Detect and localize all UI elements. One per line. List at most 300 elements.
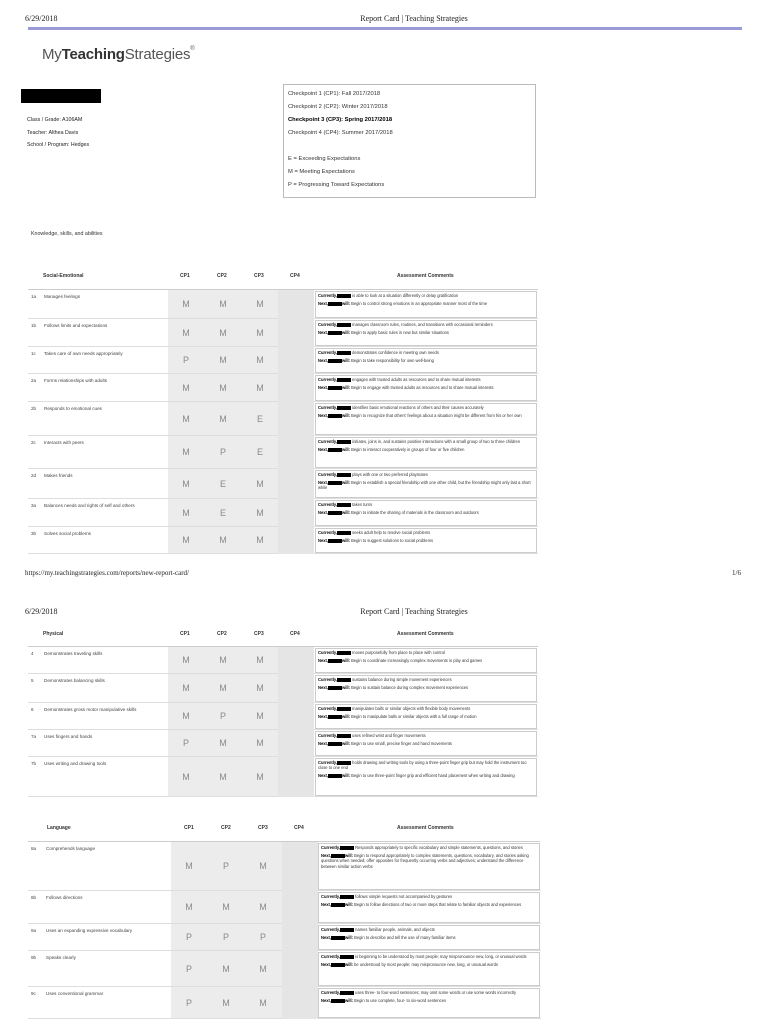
redacted-name [340, 895, 354, 899]
assessment-comment [315, 320, 537, 346]
redacted-name [340, 846, 354, 850]
class-grade: Class / Grade: A106AM [27, 117, 83, 123]
table-row [28, 730, 538, 757]
school-program: School / Program: Hedges [27, 142, 90, 148]
col-cp1: CP1 [184, 825, 194, 831]
next-comment [318, 773, 534, 778]
rating-cp1: M [182, 535, 190, 545]
language-table [28, 841, 540, 1008]
skill-name: Uses an expanding expressive vocabulary [46, 928, 133, 933]
next-label: Next, [318, 510, 329, 516]
assessment-comment [315, 403, 537, 435]
next-label: Next, [321, 935, 332, 941]
domain-title: Physical [43, 631, 64, 637]
skill-name: Follows directions [46, 895, 83, 900]
table-row [28, 347, 538, 374]
social-emotional-table [28, 289, 538, 545]
rating-cp4 [278, 730, 314, 757]
redacted-name [328, 481, 342, 485]
rating-cp3: M [256, 683, 264, 693]
col-cp4: CP4 [290, 273, 300, 279]
will-label: will: [342, 685, 350, 691]
currently-label: Currently, [318, 706, 338, 711]
rating-cp2: M [219, 328, 227, 338]
currently-text: engages with trusted adults as resources and to share mutual interests [352, 377, 481, 382]
assessment-comment [318, 892, 540, 923]
domain-title: Social-Emotional [43, 273, 84, 279]
rating-cp3: M [259, 902, 267, 912]
col-cp3: CP3 [258, 825, 268, 831]
next-label: Next, [318, 741, 329, 747]
rating-cp2: M [219, 355, 227, 365]
currently-label: Currently, [318, 650, 338, 655]
rating-cp1: M [185, 902, 193, 912]
currently-label: Currently, [321, 894, 341, 899]
next-label: Next, [318, 358, 329, 364]
will-label: will: [345, 902, 353, 908]
rating-cp1: M [182, 447, 190, 457]
next-label: Next, [318, 330, 329, 336]
rating-cp4 [278, 402, 314, 436]
rating-cp4 [278, 347, 314, 374]
currently-comment [318, 293, 534, 298]
rating-cp2: M [219, 772, 227, 782]
col-cp2: CP2 [221, 825, 231, 831]
table-row [28, 891, 541, 924]
currently-comment [318, 706, 534, 711]
will-label: will: [342, 773, 350, 779]
skill-name: Forms relationships with adults [44, 378, 108, 383]
rating-cp3: M [256, 535, 264, 545]
currently-text: initiates, joins in, and sustains positive interactions with a small group of two to three children [352, 439, 521, 444]
table-row [28, 290, 538, 319]
checkpoint-3: Checkpoint 3 (CP3): Spring 2017/2018 [288, 117, 393, 123]
will-label: will: [342, 447, 350, 453]
will-label: will: [342, 538, 350, 544]
rating-cp1: P [185, 998, 192, 1008]
next-text: Begin to sustain balance during complex movement experiences [351, 685, 469, 691]
next-text: Begin to use small, precise finger and hand movements [351, 741, 452, 747]
col-comments: Assessment Comments [397, 273, 454, 279]
currently-comment [321, 954, 537, 959]
currently-label: Currently, [318, 377, 338, 382]
will-label: will: [342, 480, 350, 486]
currently-text: sustains balance during simple movement experiences [352, 677, 452, 682]
redacted-name [328, 659, 342, 663]
currently-label: Currently, [318, 350, 338, 355]
currently-label: Currently, [318, 733, 338, 738]
checkpoint-4: Checkpoint 4 (CP4): Summer 2017/2018 [288, 130, 393, 136]
skill-name: Manages feelings [44, 294, 81, 299]
col-cp4: CP4 [290, 631, 300, 637]
teacher-name: Teacher: Althea Davis [27, 129, 79, 136]
next-comment [318, 413, 534, 418]
rating-cp1: P [182, 738, 189, 748]
skill-code: 1b [31, 323, 37, 328]
will-label: will: [342, 658, 350, 664]
rating-cp4 [278, 469, 314, 499]
currently-comment [318, 377, 534, 382]
rating-cp2: M [222, 998, 230, 1008]
next-text: be understood by most people; may mispronounce new, long, or unusual words [354, 962, 498, 968]
legend-exceeding: E = Exceeding Expectations [288, 156, 361, 162]
currently-text: is beginning to be understood by most people; may mispronounce new, long, or unusual words [355, 954, 527, 959]
assessment-comment [315, 500, 537, 526]
currently-comment [321, 845, 537, 850]
next-comment [321, 902, 537, 907]
currently-text: manages classroom rules, routines, and transitions with occasional reminders [352, 322, 493, 327]
currently-text: plays with one or two preferred playmates [352, 472, 428, 477]
next-comment [318, 301, 534, 306]
redacted-name [328, 386, 342, 390]
will-label: will: [345, 962, 353, 968]
print-title: Report Card | Teaching Strategies [360, 14, 468, 23]
assessment-comment [318, 925, 540, 950]
rating-cp1: P [185, 964, 192, 974]
skill-code: 6 [31, 707, 34, 712]
will-label: will: [342, 741, 350, 747]
next-label: Next, [321, 998, 332, 1004]
redacted-name [328, 686, 342, 690]
currently-comment [318, 502, 534, 507]
rating-cp1: M [182, 683, 190, 693]
assessment-comment [318, 843, 540, 890]
next-label: Next, [318, 413, 329, 419]
col-cp2: CP2 [217, 273, 227, 279]
col-comments: Assessment Comments [397, 631, 454, 637]
redacted-name [328, 715, 342, 719]
redacted-name [328, 359, 342, 363]
next-comment [318, 385, 534, 390]
redacted-name [340, 955, 354, 959]
currently-comment [321, 927, 537, 932]
currently-label: Currently, [318, 405, 338, 410]
skill-name: Balances needs and rights of self and others [44, 503, 135, 508]
redacted-name [328, 742, 342, 746]
domain-title: Language [47, 825, 71, 831]
table-row [28, 374, 538, 402]
next-text: Begin to manipulate balls or similar objects with a full range of motion [351, 714, 477, 720]
footer-url: https://my.teachingstrategies.com/reports/new-report-card/ [25, 569, 189, 577]
currently-text: moves purposefully from place to place with control [352, 650, 446, 655]
next-label: Next, [318, 447, 329, 453]
table-row [28, 436, 538, 469]
skill-code: 8b [31, 895, 37, 900]
currently-label: Currently, [318, 677, 338, 682]
redacted-name [328, 414, 342, 418]
assessment-comment [315, 437, 537, 468]
next-text: Begin to respond appropriately to complex statements, questions, vocabulary, and stories asking questions when needed; offer opposites for frequently occurring verbs and adjectives; understand the difference between similar action verbs [321, 853, 529, 869]
rating-cp3: E [256, 414, 263, 424]
currently-comment [318, 733, 534, 738]
rating-cp1: M [182, 299, 190, 309]
skill-name: Comprehends language [46, 846, 96, 851]
rating-cp2: M [219, 655, 227, 665]
assessment-comment [315, 675, 537, 702]
skill-code: 2d [31, 473, 37, 478]
assessment-comment [315, 291, 537, 318]
skill-code: 5 [31, 678, 34, 683]
next-label: Next, [318, 714, 329, 720]
assessment-comment [315, 648, 537, 673]
rating-cp3: M [256, 479, 264, 489]
next-comment [321, 998, 537, 1003]
rating-cp3: M [259, 964, 267, 974]
currently-label: Currently, [318, 322, 338, 327]
currently-text: holds drawing and writing tools by using a three-point finger grip but may hold the instrument too close to one end [318, 760, 527, 771]
currently-comment [318, 650, 534, 655]
footer-page: 1/6 [732, 569, 741, 577]
redacted-name [337, 651, 351, 655]
assessment-comment [315, 470, 537, 498]
next-comment [318, 480, 534, 490]
redacted-name [337, 531, 351, 535]
assessment-comment [315, 758, 537, 796]
skill-name: Interacts with peers [44, 440, 84, 445]
skill-code: 9c [31, 991, 36, 996]
currently-label: Currently, [318, 760, 338, 765]
next-text: Begin to recognize that others' feelings about a situation might be different from his or her own [351, 413, 522, 419]
skill-code: 7a [31, 734, 37, 739]
redacted-name [337, 678, 351, 682]
redacted-child-name [21, 89, 101, 103]
skill-code: 7b [31, 761, 37, 766]
assessment-comment [315, 528, 537, 553]
rating-cp1: P [182, 355, 189, 365]
legend-progressing: P = Progressing Toward Expectations [288, 182, 385, 188]
rating-cp3: M [256, 328, 264, 338]
rating-cp1: M [185, 861, 193, 871]
skill-code: 4 [31, 651, 34, 656]
header-rule [28, 27, 742, 30]
currently-text: uses three- to four-word sentences; may omit some words or use some words incorrectly [355, 990, 517, 995]
rating-cp4 [282, 891, 318, 924]
next-label: Next, [318, 538, 329, 544]
currently-label: Currently, [321, 954, 341, 959]
redacted-name [331, 963, 345, 967]
redacted-name [337, 378, 351, 382]
assessment-comment [315, 375, 537, 401]
rating-cp2: M [219, 414, 227, 424]
rating-cp2: P [219, 711, 226, 721]
redacted-name [337, 440, 351, 444]
rating-cp3: M [259, 998, 267, 1008]
will-label: will: [342, 413, 350, 419]
will-label: will: [342, 510, 350, 516]
skill-name: Follows limits and expectations [44, 323, 108, 328]
rating-cp1: M [182, 328, 190, 338]
rating-cp2: P [222, 932, 229, 942]
assessment-comment [318, 952, 540, 986]
col-cp2: CP2 [217, 631, 227, 637]
next-text: Begin to initiate the sharing of materials in the classroom and outdoors [351, 510, 479, 516]
will-label: will: [342, 301, 350, 307]
table-row [28, 674, 538, 703]
skill-name: Demonstrates balancing skills [44, 678, 105, 683]
rating-cp1: M [182, 383, 190, 393]
redacted-name [331, 936, 345, 940]
rating-cp4 [278, 703, 314, 730]
skill-name: Speaks clearly [46, 955, 76, 960]
rating-cp2: E [219, 508, 226, 518]
skill-name: Demonstrates traveling skills [44, 651, 103, 656]
table-row [28, 987, 541, 1019]
table-row [28, 402, 538, 436]
col-cp4: CP4 [294, 825, 304, 831]
col-cp3: CP3 [254, 631, 264, 637]
next-text: Begin to describe and tell the use of many familiar items [354, 935, 456, 941]
table-row [28, 757, 538, 797]
redacted-name [337, 707, 351, 711]
will-label: will: [342, 714, 350, 720]
next-comment [318, 685, 534, 690]
teaching-strategies-logo: MyTeachingStrategies® [42, 46, 195, 63]
currently-label: Currently, [321, 927, 341, 932]
table-row [28, 319, 538, 347]
rating-cp2: E [219, 479, 226, 489]
skill-code: 8a [31, 846, 37, 851]
rating-cp2: M [222, 964, 230, 974]
rating-cp1: M [182, 655, 190, 665]
redacted-name [337, 294, 351, 298]
next-comment [318, 658, 534, 663]
rating-cp2: P [222, 861, 229, 871]
next-comment [321, 935, 537, 940]
rating-cp4 [278, 757, 314, 797]
next-text: Begin to engage with trusted adults as resources and to share mutual interests [351, 385, 494, 391]
col-cp1: CP1 [180, 631, 190, 637]
next-text: Begin to coordinate increasingly complex movements in play and games [351, 658, 483, 664]
currently-comment [318, 439, 534, 444]
table-row [28, 499, 538, 527]
skill-code: 9b [31, 955, 37, 960]
skill-name: Takes care of own needs appropriately [44, 351, 123, 356]
skill-code: 9a [31, 928, 37, 933]
next-label: Next, [321, 853, 332, 859]
legend-meeting: M = Meeting Expectations [288, 169, 355, 175]
rating-cp1: M [182, 508, 190, 518]
redacted-name [328, 774, 342, 778]
currently-comment [318, 530, 534, 535]
skill-code: 3b [31, 531, 37, 536]
assessment-comment [315, 731, 537, 756]
table-row [28, 842, 541, 891]
redacted-name [331, 999, 345, 1003]
rating-cp1: M [182, 414, 190, 424]
next-text: Begin to apply basic rules in new but similar situations [351, 330, 449, 336]
table-row [28, 527, 538, 554]
redacted-name [328, 331, 342, 335]
currently-label: Currently, [318, 439, 338, 444]
print-title-2: Report Card | Teaching Strategies [360, 607, 468, 616]
rating-cp3: M [256, 508, 264, 518]
currently-label: Currently, [321, 990, 341, 995]
rating-cp2: M [222, 902, 230, 912]
rating-cp3: M [256, 772, 264, 782]
currently-text: seeks adult help to resolve social problems [352, 530, 431, 535]
rating-cp1: M [182, 711, 190, 721]
physical-table [28, 646, 538, 782]
next-label: Next, [321, 902, 332, 908]
skill-code: 2c [31, 440, 36, 445]
next-comment [318, 741, 534, 746]
currently-label: Currently, [318, 293, 338, 298]
will-label: will: [345, 853, 353, 859]
table-row [28, 924, 541, 951]
skill-name: Responds to emotional cues [44, 406, 102, 411]
currently-label: Currently, [321, 845, 341, 850]
next-text: Begin to follow directions of two or more steps that relate to familiar objects and experiences [354, 902, 522, 908]
rating-cp4 [278, 319, 314, 347]
table-row [28, 703, 538, 730]
next-label: Next, [318, 301, 329, 307]
will-label: will: [342, 385, 350, 391]
table-row [28, 647, 538, 674]
next-text: Begin to interact cooperatively in groups of four or five children [351, 447, 465, 453]
next-comment [318, 510, 534, 515]
next-comment [318, 358, 534, 363]
rating-cp4 [282, 924, 318, 951]
rating-cp3: M [256, 383, 264, 393]
skill-name: Uses fingers and hands [44, 734, 93, 739]
rating-cp3: M [256, 738, 264, 748]
checkpoint-legend [283, 84, 536, 198]
rating-cp3: M [259, 861, 267, 871]
rating-cp3: M [256, 711, 264, 721]
next-comment [318, 538, 534, 543]
skill-code: 1a [31, 294, 37, 299]
currently-text: identifies basic emotional reactions of others and their causes accurately [352, 405, 484, 410]
next-label: Next, [318, 773, 329, 779]
skill-name: Makes friends [44, 473, 73, 478]
currently-comment [318, 677, 534, 682]
print-date: 6/29/2018 [25, 14, 58, 23]
table-row [28, 951, 541, 987]
currently-label: Currently, [318, 472, 338, 477]
skill-code: 1c [31, 351, 36, 356]
checkpoint-1: Checkpoint 1 (CP1): Fall 2017/2018 [288, 91, 381, 97]
redacted-name [337, 406, 351, 410]
knowledge-heading: Knowledge, skills, and abilities [31, 231, 103, 237]
currently-comment [318, 350, 534, 355]
redacted-name [337, 734, 351, 738]
skill-code: 2b [31, 406, 37, 411]
next-comment [318, 714, 534, 719]
redacted-name [328, 302, 342, 306]
currently-comment [318, 322, 534, 327]
skill-code: 2a [31, 378, 37, 383]
rating-cp3: M [256, 299, 264, 309]
rating-cp4 [278, 674, 314, 703]
currently-text: follows simple requests not accompanied by gestures [355, 894, 453, 899]
skill-name: Solves social problems [44, 531, 91, 536]
currently-comment [321, 894, 537, 899]
col-cp3: CP3 [254, 273, 264, 279]
next-comment [318, 330, 534, 335]
redacted-name [337, 351, 351, 355]
rating-cp2: M [219, 683, 227, 693]
currently-comment [321, 990, 537, 995]
next-text: Begin to use complete, four- to six-word sentences [354, 998, 447, 1004]
rating-cp3: E [256, 447, 263, 457]
checkpoint-2: Checkpoint 2 (CP2): Winter 2017/2018 [288, 104, 388, 110]
currently-comment [318, 760, 534, 770]
rating-cp1: M [182, 772, 190, 782]
currently-text: names familiar people, animals, and objects [355, 927, 435, 932]
skill-code: 3a [31, 503, 37, 508]
redacted-name [340, 928, 354, 932]
rating-cp2: P [219, 447, 226, 457]
